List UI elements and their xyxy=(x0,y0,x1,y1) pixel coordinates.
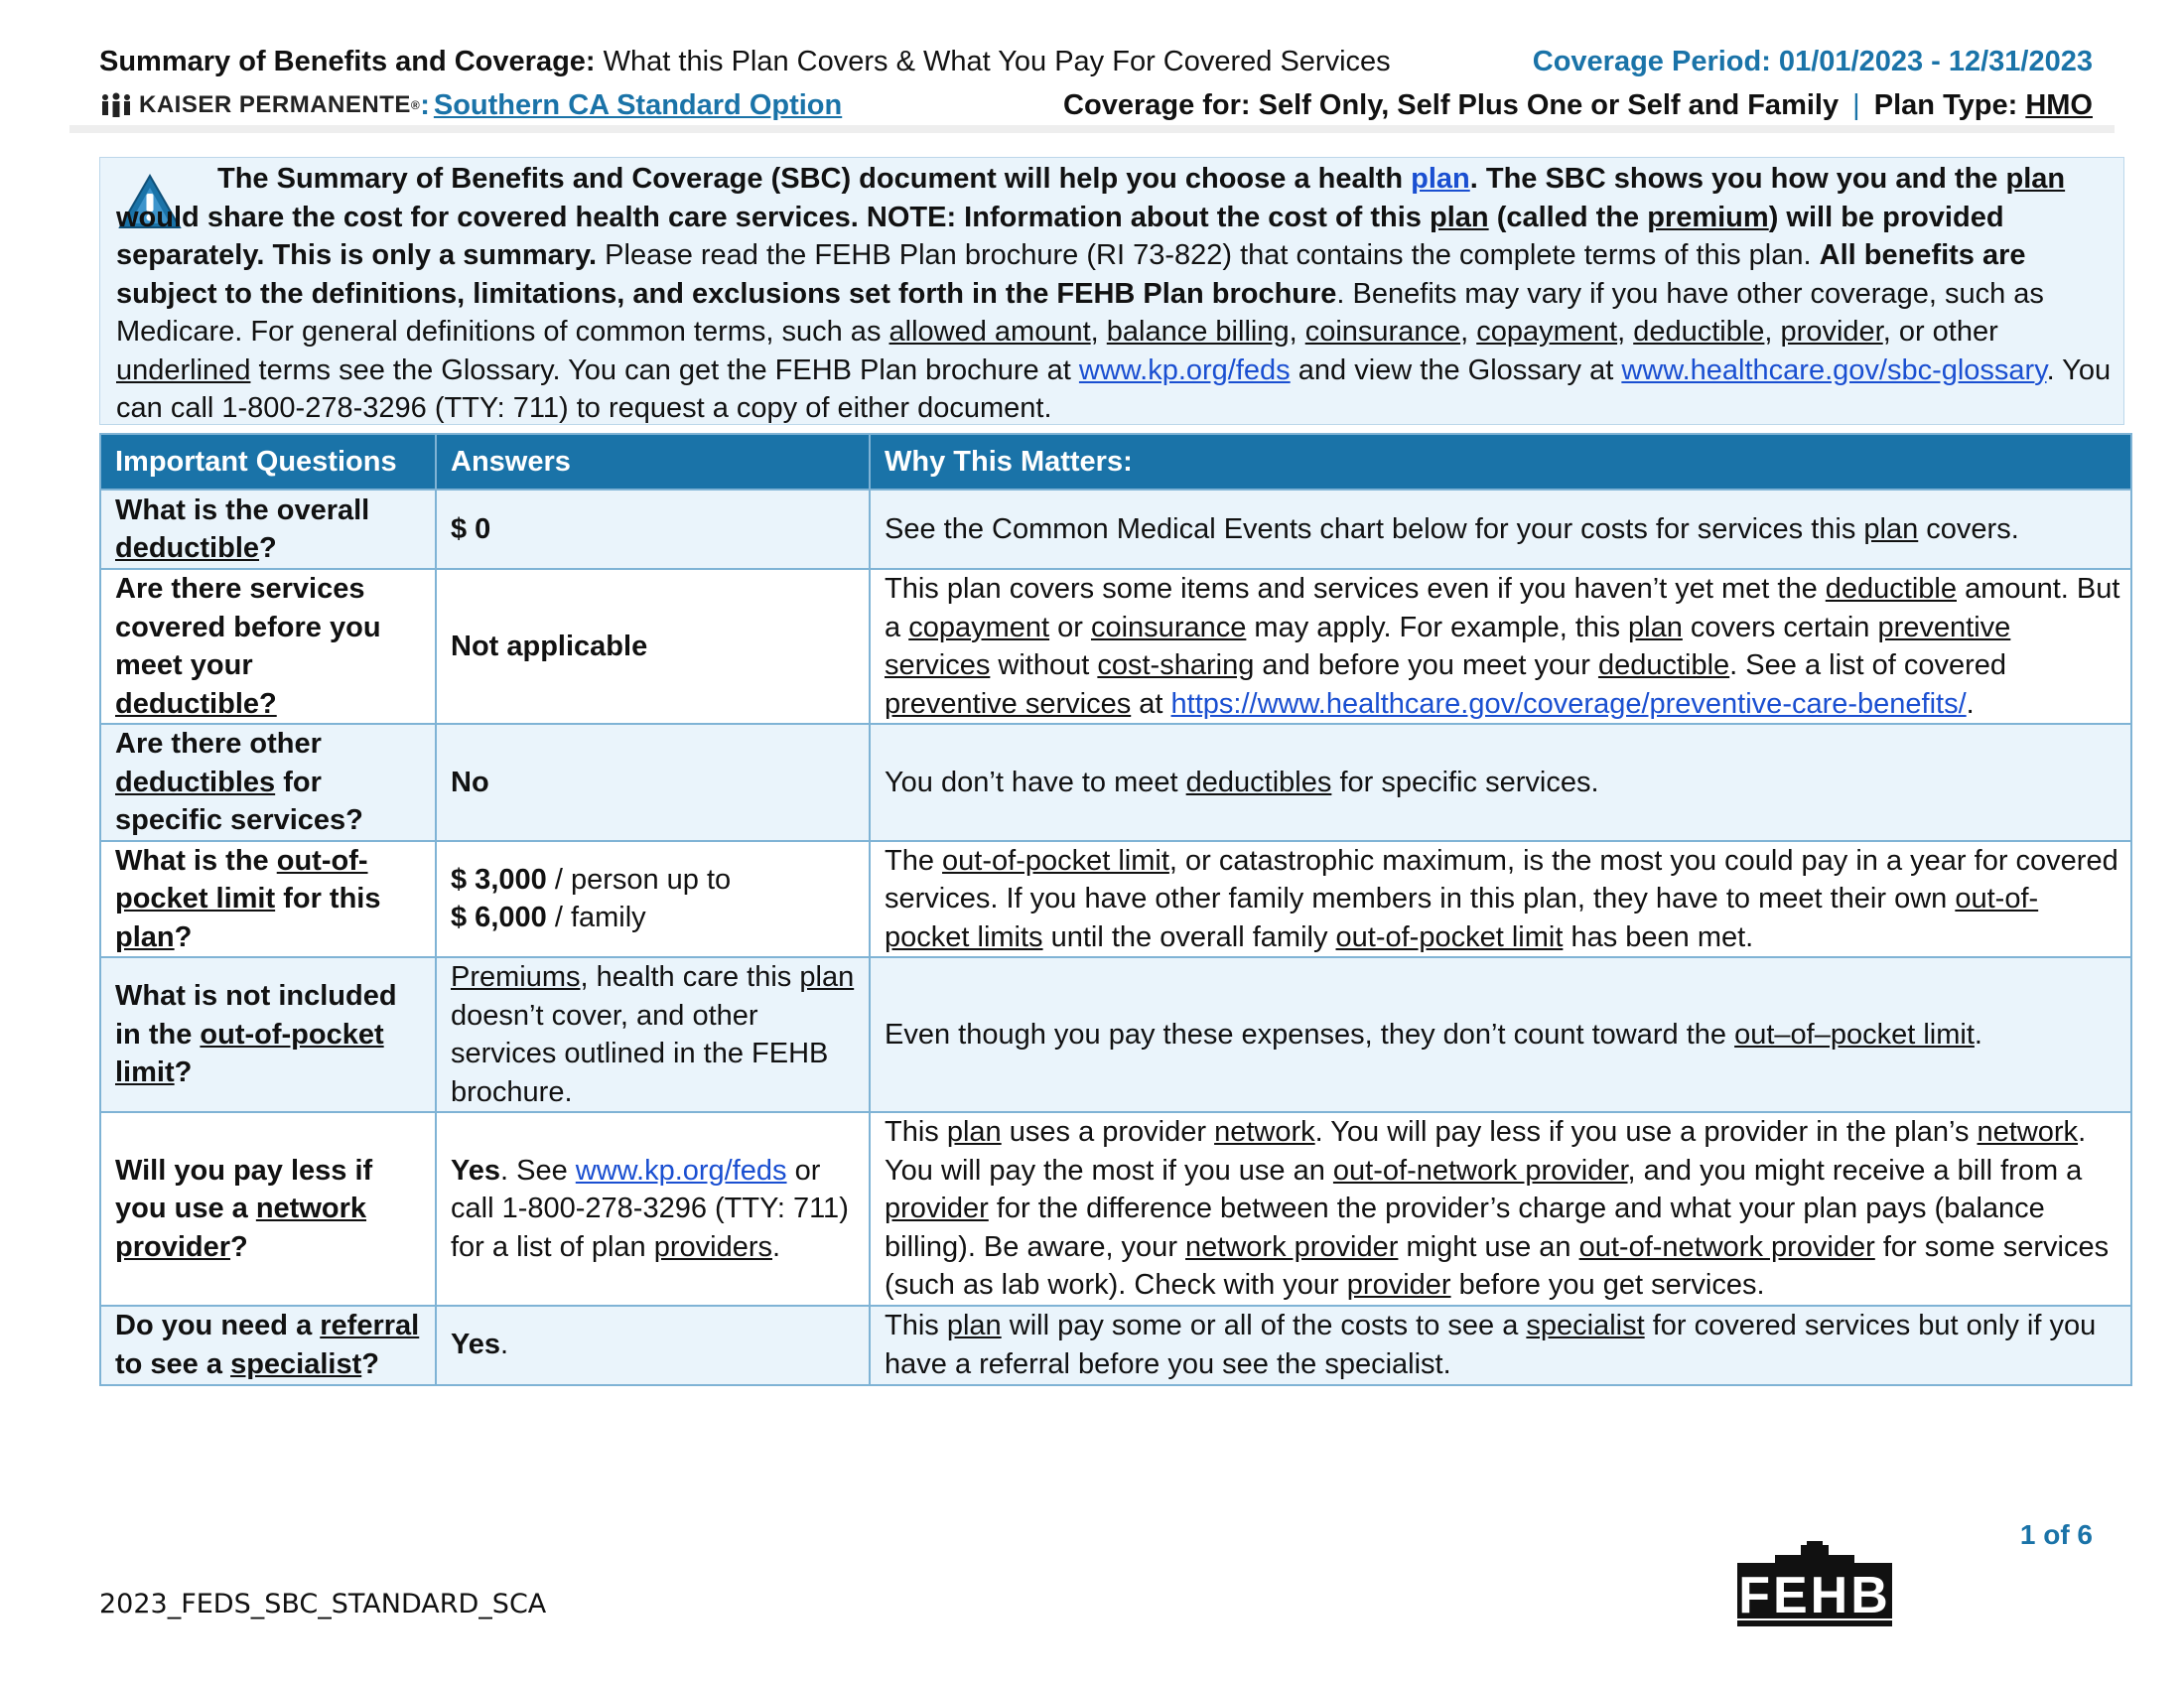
table-row xyxy=(100,1306,2131,1385)
plan-glossary-link[interactable]: plan xyxy=(1411,163,1470,195)
table-row xyxy=(100,724,2131,841)
svg-text:FEHB: FEHB xyxy=(1738,1567,1891,1624)
plan-type-value[interactable]: HMO xyxy=(2025,88,2093,121)
answer-cell: No xyxy=(436,724,870,841)
why-cell: Even though you pay these expenses, they don’t count toward the out–of–pocket limit. xyxy=(870,957,2131,1112)
answer-cell: $ 3,000 / person up to $ 6,000 / family xyxy=(436,841,870,958)
why-cell: This plan covers some items and services even if you haven’t yet met the deductible amount. But a copayment or coinsurance may apply. For example, this plan covers certain preventive services without cost-sharing and before you meet your deductible. See a list of covered preventive services at https://www.healthcare.gov/coverage/preventive-care-benefits/. xyxy=(870,569,2131,724)
document-id: 2023_FEDS_SBC_STANDARD_SCA xyxy=(99,1589,547,1619)
sbc-notice-box xyxy=(99,157,2124,425)
preventive-care-link[interactable]: https://www.healthcare.gov/coverage/preventive-care-benefits/ xyxy=(1170,687,1967,720)
kaiser-people-icon xyxy=(99,92,133,118)
plan-type-label: Plan Type: xyxy=(1873,88,2018,121)
document-title xyxy=(99,46,1391,78)
glossary-link[interactable]: www.healthcare.gov/sbc-glossary xyxy=(1621,353,2047,386)
col-header-questions: Important Questions xyxy=(100,434,436,490)
table-row xyxy=(100,957,2131,1112)
table-header-row xyxy=(100,434,2131,490)
table-row xyxy=(100,490,2131,569)
question-cell: Are there services covered before you meet your deductible? xyxy=(100,569,436,724)
col-header-answers: Answers xyxy=(436,434,870,490)
answer-cell: Yes. xyxy=(436,1306,870,1385)
header-separator: | xyxy=(1852,88,1860,121)
header-top xyxy=(99,42,2093,81)
title-rest: What this Plan Covers & What You Pay For Covered Services xyxy=(603,45,1391,77)
answer-cell: Premiums, health care this plan doesn’t cover, and other services outlined in the FEHB brochure. xyxy=(436,957,870,1112)
kp-feds-link[interactable]: www.kp.org/feds xyxy=(1078,353,1291,386)
why-cell: This plan will pay some or all of the costs to see a specialist for covered services but only if you have a referral before you see the specialist. xyxy=(870,1306,2131,1385)
important-questions-table xyxy=(99,433,2132,1386)
header-divider xyxy=(69,125,2115,133)
question-cell: What is the out-of-pocket limit for this plan? xyxy=(100,841,436,958)
col-header-why: Why This Matters: xyxy=(870,434,2131,490)
question-cell: Will you pay less if you use a network provider? xyxy=(100,1112,436,1306)
coverage-period: Coverage Period: 01/01/2023 - 12/31/2023 xyxy=(1532,45,2093,77)
fehb-logo xyxy=(1735,1541,1894,1630)
page-number: 1 of 6 xyxy=(2019,1519,2093,1550)
coverage-for xyxy=(1063,89,2093,122)
question-cell: Are there other deductibles for specific services? xyxy=(100,724,436,841)
question-cell: What is the overall deductible? xyxy=(100,490,436,569)
table-row xyxy=(100,569,2131,724)
why-cell: The out-of-pocket limit, or catastrophic maximum, is the most you could pay in a year for covered services. If you have other family members in this plan, they have to meet their own out-of-pocket limits until the overall family out-of-pocket limit has been met. xyxy=(870,841,2131,958)
table-row xyxy=(100,1112,2131,1306)
answer-cell: Yes. See www.kp.org/feds or call 1-800-278-3296 (TTY: 711) for a list of plan providers. xyxy=(436,1112,870,1306)
why-cell: You don’t have to meet deductibles for specific services. xyxy=(870,724,2131,841)
answer-cell: $ 0 xyxy=(436,490,870,569)
brand-name: KAISER PERMANENTE xyxy=(139,91,411,118)
kaiser-logo: KAISER PERMANENTE ® xyxy=(99,91,420,119)
kp-feds-table-link[interactable]: www.kp.org/feds xyxy=(575,1154,787,1187)
plan-name-link[interactable]: Southern CA Standard Option xyxy=(433,88,843,121)
answer-cell: Not applicable xyxy=(436,569,870,724)
why-cell: See the Common Medical Events chart below for your costs for services this plan covers. xyxy=(870,490,2131,569)
brand: KAISER PERMANENTE ® : Southern CA Standard Option xyxy=(99,89,842,122)
question-cell: What is not included in the out-of-pocket limit? xyxy=(100,957,436,1112)
table-row xyxy=(100,841,2131,958)
header-bottom xyxy=(99,85,2093,125)
question-cell: Do you need a referral to see a specialist? xyxy=(100,1306,436,1385)
notice-text: The Summary of Benefits and Coverage (SBC) document will help you choose a health plan. The SBC shows you how you and the plan would share the cost for covered health care services. NOTE: Information about the cost of this plan (called the premium) will be provided separately. This is only a summary. Please read the FEHB Plan brochure (RI 73-822) that contains the complete terms of this plan. All benefits are subject to the definitions, limitations, and exclusions set forth in the FEHB Plan brochure. Benefits may vary if you have other coverage, such as Medicare. For general definitions of common terms, such as allowed amount, balance billing, coinsurance, copayment, deductible, provider, or other underlined terms see the Glossary. You can get the FEHB Plan brochure at www.kp.org/feds and view the Glossary at www.healthcare.gov/sbc-glossary. You can call 1-800-278-3296 (TTY: 711) to request a copy of either document. xyxy=(116,163,2112,424)
why-cell: This plan uses a provider network. You will pay less if you use a provider in the plan’s network. You will pay the most if you use an out-of-network provider, and you might receive a bill from a provider for the difference between the provider’s charge and what your plan pays (balance billing). Be aware, your network provider might use an out-of-network provider for some services (such as lab work). Check with your provider before you get services. xyxy=(870,1112,2131,1306)
coverage-for-label: Coverage for: Self Only, Self Plus One or Self and Family xyxy=(1063,88,1840,121)
title-bold: Summary of Benefits and Coverage: xyxy=(99,45,596,77)
